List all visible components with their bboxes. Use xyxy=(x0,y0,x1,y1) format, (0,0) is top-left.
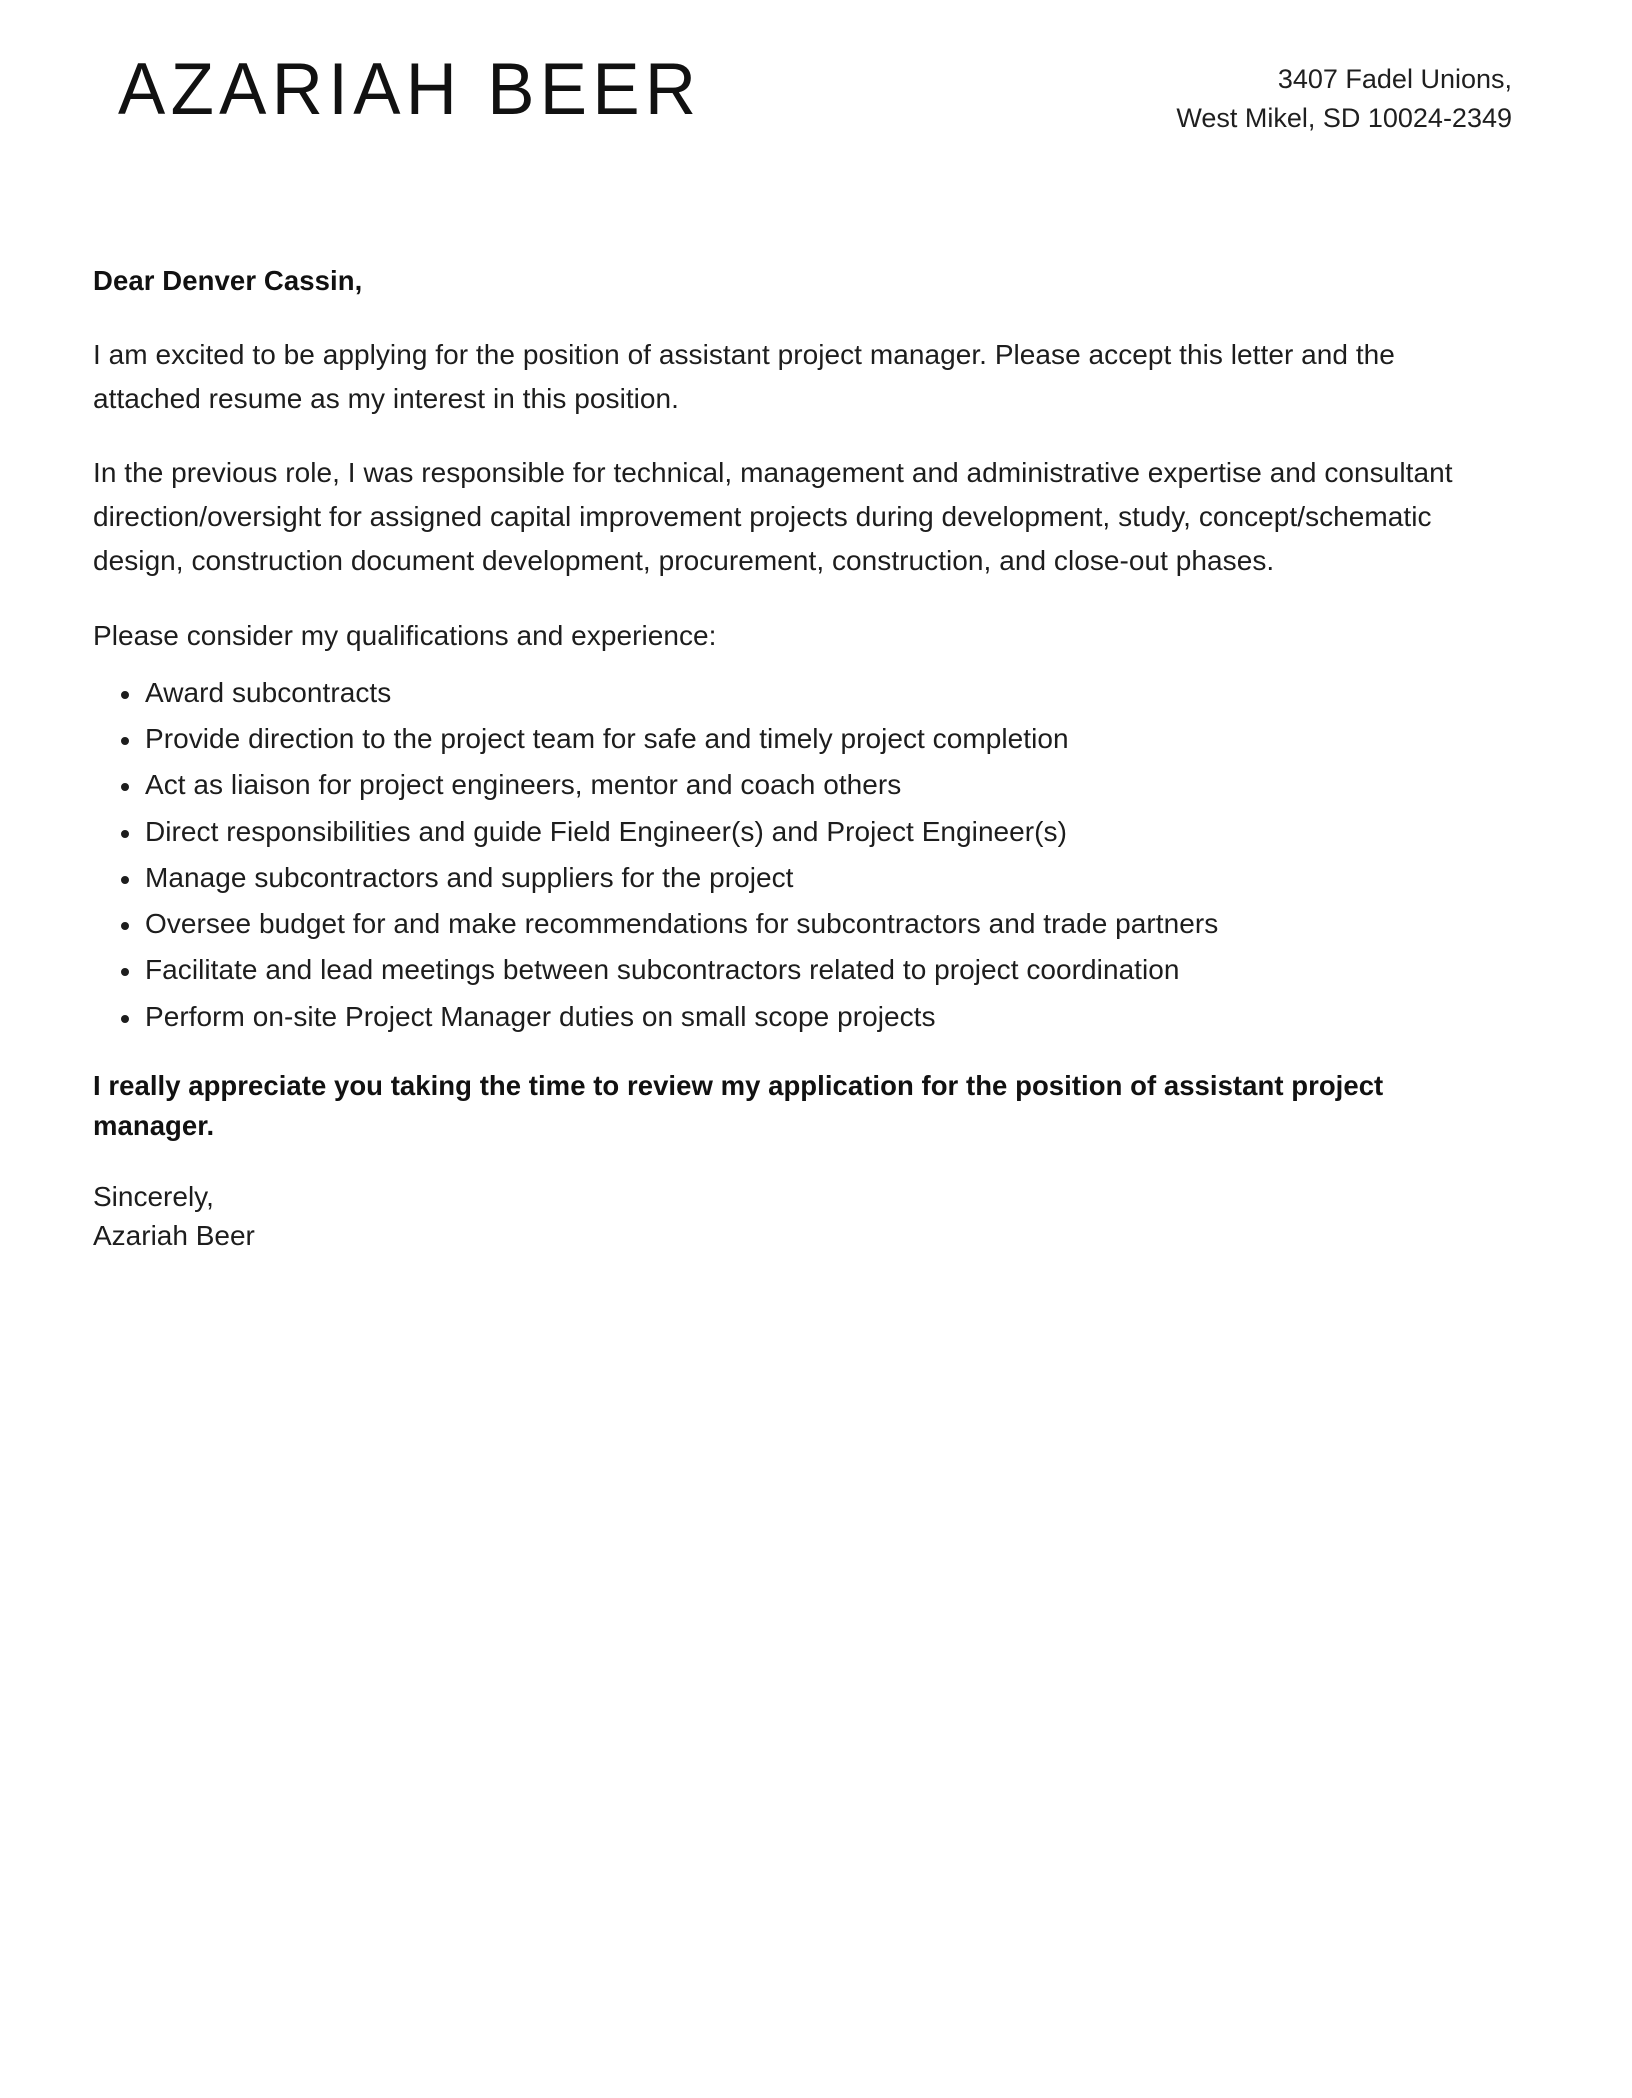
sign-off: Sincerely, xyxy=(93,1180,214,1212)
salutation: Dear Denver Cassin, xyxy=(93,265,363,296)
qualifications-list xyxy=(93,678,1497,1032)
address-line-street: 3407 Fadel Unions, xyxy=(1277,64,1512,94)
list-item: Provide direction to the project team for safe and timely project completion xyxy=(93,724,1497,754)
signature-name: Azariah Beer xyxy=(93,1220,255,1252)
address-line-city-state-zip: West Mikel, SD 10024-2349 xyxy=(1176,103,1512,134)
closing-statement: I really appreciate you taking the time to review my application for the position of assistant project manager. xyxy=(93,1069,1384,1142)
list-item: Perform on-site Project Manager duties on small scope projects xyxy=(93,1002,1497,1032)
experience-paragraph: In the previous role, I was responsible for technical, management and administrative expertise and consultant direction/oversight for assigned capital improvement projects during development, study, concept/schematic design, construction document development, procurement, construction, and close-out phases. xyxy=(93,456,1453,577)
list-item: Manage subcontractors and suppliers for the project xyxy=(93,863,1497,893)
signature-block xyxy=(93,1177,1497,1257)
list-item: Oversee budget for and make recommendations for subcontractors and trade partners xyxy=(93,909,1497,939)
list-item: Facilitate and lead meetings between subcontractors related to project coordination xyxy=(93,955,1497,985)
list-item: Award subcontracts xyxy=(93,678,1497,708)
list-item: Direct responsibilities and guide Field Engineer(s) and Project Engineer(s) xyxy=(93,817,1497,847)
applicant-address-block xyxy=(1176,52,1512,138)
qualifications-intro: Please consider my qualifications and experience: xyxy=(93,619,717,651)
list-item: Act as liaison for project engineers, mentor and coach others xyxy=(93,770,1497,800)
applicant-name-heading: AZARIAH BEER xyxy=(118,49,702,130)
letter-body xyxy=(93,262,1497,1256)
intro-paragraph: I am excited to be applying for the position of assistant project manager. Please accept this letter and the attached resume as my interest in this position. xyxy=(93,338,1395,414)
letter-header xyxy=(0,0,1632,138)
